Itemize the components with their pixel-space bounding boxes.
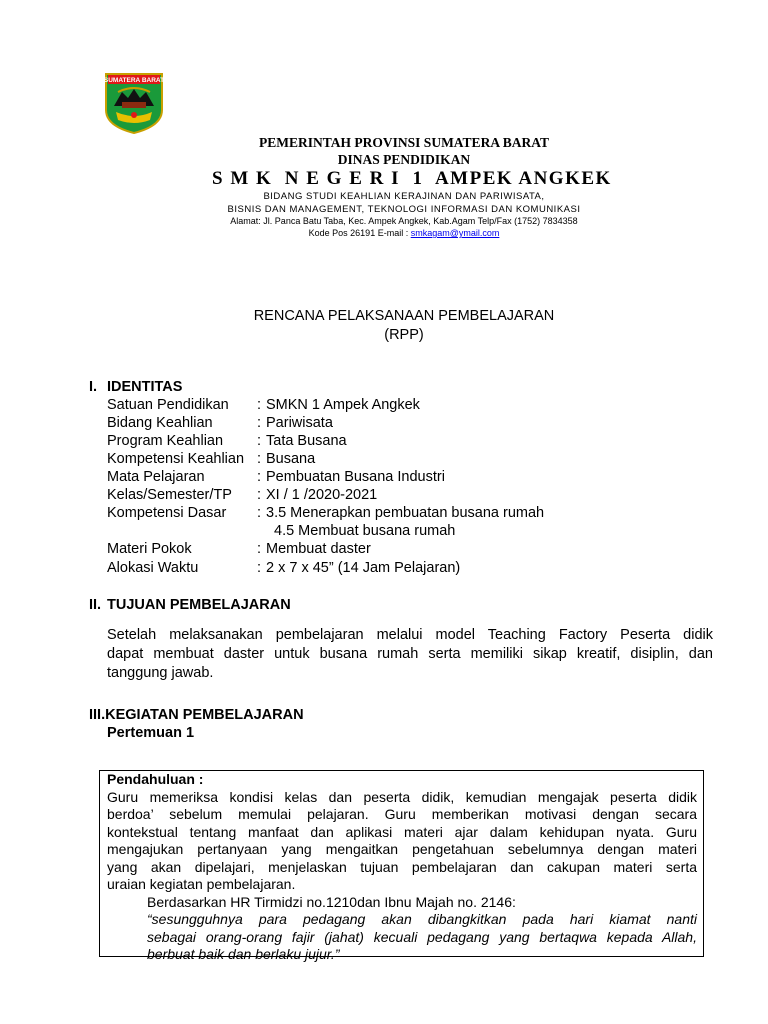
document-title: RENCANA PELAKSANAAN PEMBELAJARAN [253, 308, 555, 324]
learning-objective-paragraph [107, 626, 713, 683]
identity-colon: : [257, 541, 262, 557]
introduction-box [99, 770, 704, 962]
paragraph-line: dapat membuat daster untuk busana rumah serta memiliki sikap kreatif, disiplin, dan [107, 646, 713, 662]
hadith-quote-line: sebagai orang-orang fajir (jahat) kecuali pedagang yang bertaqwa kepada Allah, [147, 928, 697, 945]
identity-colon: : [257, 397, 262, 413]
identity-colon: : [257, 487, 262, 503]
email-link[interactable]: smkagam@ymail.com [410, 228, 500, 238]
postal-code-text: Kode Pos 26191 E-mail : [308, 228, 411, 238]
identity-label: Kelas/Semester/TP [107, 487, 232, 503]
provincial-logo [104, 72, 164, 134]
school-address: Alamat: Jl. Panca Batu Taba, Kec. Ampek Angkek, Kab.Agam Telp/Fax (1752) 7834358 [230, 216, 578, 226]
identity-label: Kompetensi Dasar [107, 505, 227, 521]
introduction-line: Guru memeriksa kondisi kelas dan peserta didik, kemudian mengajak peserta didik [107, 788, 697, 805]
identity-label: Materi Pokok [107, 541, 192, 557]
study-field-line-2: BISNIS DAN MANAGEMENT, TEKNOLOGI INFORMASI DAN KOMUNIKASI [227, 204, 581, 215]
identity-value: Busana [266, 451, 316, 467]
identity-colon: : [257, 415, 262, 431]
introduction-heading: Pendahuluan : [107, 771, 204, 787]
identity-value: 3.5 Menerapkan pembuatan busana rumah [266, 505, 545, 521]
identity-label: Kompetensi Keahlian [107, 451, 245, 467]
identity-label: Alokasi Waktu [107, 560, 199, 576]
section-number: II. [89, 597, 102, 613]
identity-colon: : [257, 469, 262, 485]
identity-value: SMKN 1 Ampek Angkek [266, 397, 420, 413]
section-title: KEGIATAN PEMBELAJARAN [105, 707, 304, 723]
introduction-line: uraian kegiatan pembelajaran. [107, 876, 296, 892]
identity-colon: : [257, 433, 262, 449]
section-kegiatan-heading [89, 707, 304, 723]
section-tujuan-heading [89, 597, 291, 613]
identity-value: Pariwisata [266, 415, 333, 431]
identity-value: 2 x 7 x 45” (14 Jam Pelajaran) [266, 560, 461, 576]
identity-value: XI / 1 /2020-2021 [266, 487, 378, 503]
svg-text:SUMATERA BARAT: SUMATERA BARAT [104, 77, 164, 84]
document-subtitle: (RPP) [384, 327, 424, 343]
identity-label: Satuan Pendidikan [107, 397, 229, 413]
identity-value: Tata Busana [266, 433, 347, 449]
identity-label: Bidang Keahlian [107, 415, 213, 431]
contact-line [20, 228, 768, 238]
hadith-quote-line: berbuat baik dan berlaku jujur.” [147, 946, 340, 962]
school-name: S M K N E G E R I 1 AMPEK ANGKEK [212, 168, 612, 189]
study-field-line-1: BIDANG STUDI KEAHLIAN KERAJINAN DAN PARIWISATA, [263, 191, 545, 202]
department-name: DINAS PENDIDIKAN [337, 152, 471, 167]
identity-value: 4.5 Membuat busana rumah [274, 523, 456, 539]
paragraph-line: tanggung jawab. [107, 665, 214, 681]
identity-colon: : [257, 560, 262, 576]
government-name: PEMERINTAH PROVINSI SUMATERA BARAT [259, 135, 549, 150]
meeting-subheading: Pertemuan 1 [107, 725, 195, 741]
section-number: I. [89, 379, 98, 395]
identity-colon: : [257, 451, 262, 467]
section-title: IDENTITAS [107, 379, 183, 395]
section-title: TUJUAN PEMBELAJARAN [107, 597, 291, 613]
identity-value: Membuat daster [266, 541, 371, 557]
introduction-line: yang akan dipelajari, menjelaskan tujuan pembelajaran dan cakupan materi serta [107, 858, 697, 875]
identity-colon: : [257, 505, 262, 521]
introduction-line: kontekstual tentang manfaat dan aplikasi materi ajar dalam kehidupan nyata. Guru [107, 823, 697, 840]
paragraph-line: Setelah melaksanakan pembelajaran melalui model Teaching Factory Peserta didik [107, 627, 713, 643]
hadith-quote-line: “sesungguhnya para pedagang akan dibangkitkan pada hari kiamat nanti [147, 911, 697, 927]
identity-value: Pembuatan Busana Industri [266, 469, 445, 485]
introduction-content [107, 771, 697, 964]
hadith-source: Berdasarkan HR Tirmidzi no.1210dan Ibnu Majah no. 2146: [147, 893, 516, 910]
section-number: III. [89, 707, 106, 723]
section-identitas-heading [89, 379, 182, 395]
introduction-line: mengajukan pertanyaan yang mengaitkan pengetahuan sebelumnya dengan materi [107, 841, 697, 857]
identity-label: Program Keahlian [107, 433, 224, 449]
introduction-line: berdoa’ sebelum memulai pelajaran. Guru memberikan motivasi dengan secara [107, 806, 697, 822]
identity-label: Mata Pelajaran [107, 469, 205, 485]
